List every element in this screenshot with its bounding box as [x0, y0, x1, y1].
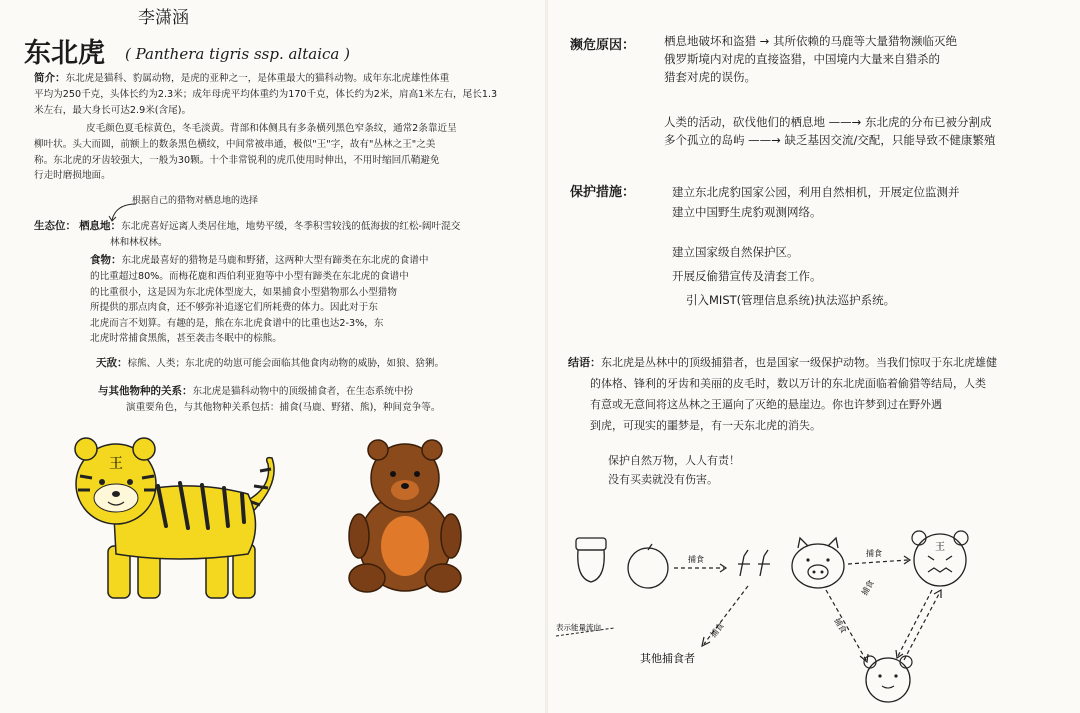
intro-label: 简介： — [34, 72, 66, 84]
concl-line-0: 东北虎是丛林中的顶级捕猎者，也是国家一级保护动物。当我们惊叹于东北虎雄健 — [601, 356, 997, 369]
tiger-forehead-mark: 王 — [109, 456, 123, 472]
protect-label: 保护措施： — [570, 185, 636, 200]
food-web-diagram — [548, 520, 1080, 713]
danger-line-4: 多个孤立的岛屿 ——→ 缺乏基因交流/交配，只能导致不健康繁殖 — [664, 132, 996, 147]
fur-section-rest — [34, 137, 519, 184]
right-page — [548, 0, 1080, 713]
other-predators-label: 其他捕食者 — [640, 652, 695, 665]
food-line-5: 北虎时常捕食黑熊，甚至袭击冬眠中的棕熊。 — [90, 333, 282, 345]
relation-line-0: 东北虎是猫科动物中的顶级捕食者，在生态系统中扮 — [192, 386, 414, 397]
food-line-2: 的比重很小，这是因为东北虎体型庞大，如果捕食小型猎物那么小型猎物 — [90, 286, 397, 298]
bear-illustration — [345, 438, 465, 596]
intro-line-1: 平均为250千克，头体长约为2.3米；成年母虎平均体重约为170千克，体长约为2米，肩高1米左右，尾长1.3 — [34, 89, 498, 100]
food-line-1: 的比重超过80%。而梅花鹿和西伯利亚狍等中小型有蹄类在东北虎的食谱中 — [90, 271, 409, 282]
food-label: 食物： — [90, 254, 122, 266]
author-name: 李潇涵 — [138, 8, 189, 28]
prey-label-1: 捕食 — [688, 555, 704, 564]
page-title: 东北虎 — [24, 38, 105, 69]
enemy-label: 天敌： — [96, 357, 128, 369]
slogan-1: 保护自然万物，人人有责！ — [608, 454, 740, 467]
food-section — [90, 252, 540, 347]
concl-line-1: 的体格、锋利的牙齿和美丽的皮毛时，数以万计的东北虎面临着偷猎等结局，人类 — [590, 376, 986, 390]
conclusion-section — [568, 353, 1073, 437]
danger-line-3: 人类的活动，砍伐他们的栖息地 ——→ 东北虎的分布已被分割成 — [664, 115, 992, 129]
tiger-face-mark: 王 — [935, 542, 945, 553]
protect-line-4: 引入MIST(管理信息系统)执法巡护系统。 — [686, 293, 896, 308]
intro-line-2: 米左右，最大身长可达2.9米(含尾)。 — [34, 104, 192, 116]
fur-line-3: 行走时磨损地面。 — [34, 170, 111, 182]
habitat-section — [34, 218, 534, 251]
relation-line-1: 演重要角色，与其他物种关系包括：捕食(马鹿、野猪、熊)，种间竞争等。 — [126, 402, 441, 413]
enemy-text: 棕熊、人类；东北虎的幼崽可能会面临其他食肉动物的威胁，如狼、猞猁。 — [127, 358, 445, 369]
food-line-4: 北虎而言不划算。有趣的是，熊在东北虎食谱中的比重也达2-3%，东 — [90, 317, 384, 329]
fur-section — [34, 121, 519, 137]
slogans — [608, 451, 740, 490]
protect-line-0: 建立东北虎豹国家公园，利用自然相机，开展定位监测并 — [672, 185, 960, 199]
danger-section — [664, 33, 1074, 86]
relation-section — [98, 383, 538, 416]
latin-name: ( Panthera tigris ssp. altaica ) — [125, 45, 350, 63]
acorn-icon — [576, 538, 606, 582]
concl-label: 结语： — [568, 356, 601, 369]
habitat-line-0: 东北虎喜好远离人类居住地，地势平缓，冬季积雪较浅的低海拔的红松-阔叶混交 — [121, 221, 461, 232]
danger-line-2: 猎套对虎的误伤。 — [664, 69, 756, 84]
food-line-0: 东北虎最喜好的猎物是马鹿和野猪，这两种大型有蹄类在东北虎的食谱中 — [121, 255, 429, 266]
bear-face-icon — [864, 656, 912, 702]
protect-line-1: 建立中国野生虎豹观测网络。 — [672, 204, 822, 219]
habitat-label: 栖息地： — [79, 220, 122, 232]
fur-line-1: 柳叶状。头大而圆，前额上的数条黑色横纹，中间常被串通，极似"王"字，故有"丛林之王"之美 — [34, 139, 436, 150]
fur-line-2: 称。东北虎的牙齿较强大，一般为30颗。十个非常锐利的虎爪使用时伸出，不用时缩回爪鞘避免 — [34, 154, 440, 166]
eco-label: 生态位： — [34, 220, 76, 232]
concl-line-3: 到虎，可现实的噩梦是，有一天东北虎的消失。 — [590, 418, 821, 432]
prey-label-4: 捕食 — [832, 616, 849, 635]
danger-label: 濒危原因： — [570, 38, 636, 53]
enemy-section — [96, 355, 541, 372]
prey-label-5: 捕食 — [708, 621, 726, 640]
prey-label-3: 捕食 — [859, 578, 876, 597]
protect-line-2: 建立国家级自然保护区。 — [672, 245, 799, 259]
boar-icon — [792, 538, 844, 588]
food-line-3: 所提供的那点肉食，还不够弥补追逐它们所耗费的体力。因此对于东 — [90, 302, 378, 314]
deer-antler-icon — [738, 550, 770, 576]
danger-line-1: 俄罗斯境内对虎的直接盗猎，中国境内大量来自猎杀的 — [664, 51, 940, 66]
intro-line-0: 东北虎是猫科、豹属动物，是虎的亚种之一，是体重最大的猫科动物。成年东北虎雄性体重 — [65, 73, 450, 84]
fur-line-0: 皮毛颜色夏毛棕黄色，冬毛淡黄。背部和体侧具有多条横列黑色窄条纹，通常2条靠近呈 — [86, 123, 457, 134]
protect-line-3: 开展反偷猎宣传及清套工作。 — [672, 269, 822, 284]
habitat-line-1: 林和林权林。 — [110, 237, 168, 248]
intro-section — [34, 70, 519, 118]
relation-label: 与其他物种的关系： — [98, 385, 193, 397]
protect-section — [672, 183, 1072, 222]
prey-label-2: 捕食 — [866, 549, 882, 558]
protect-section-2 — [672, 240, 1072, 312]
habitat-note: 根据自己的猎物对栖息地的选择 — [132, 196, 259, 206]
energy-flow-legend: 表示能量流向 — [556, 623, 601, 632]
danger-line-0: 栖息地破坏和盗猎 → 其所依赖的马鹿等大量猎物濒临灭绝 — [664, 34, 957, 48]
tiger-illustration — [68, 436, 293, 606]
danger-section-2 — [664, 114, 1076, 150]
tiger-face-icon — [912, 531, 968, 586]
slogan-2: 没有买卖就没有伤害。 — [608, 473, 718, 487]
concl-line-2: 有意或无意间将这丛林之王逼向了灭绝的悬崖边。你也许梦到过在野外遇 — [590, 397, 942, 411]
fruit-icon — [628, 544, 668, 588]
